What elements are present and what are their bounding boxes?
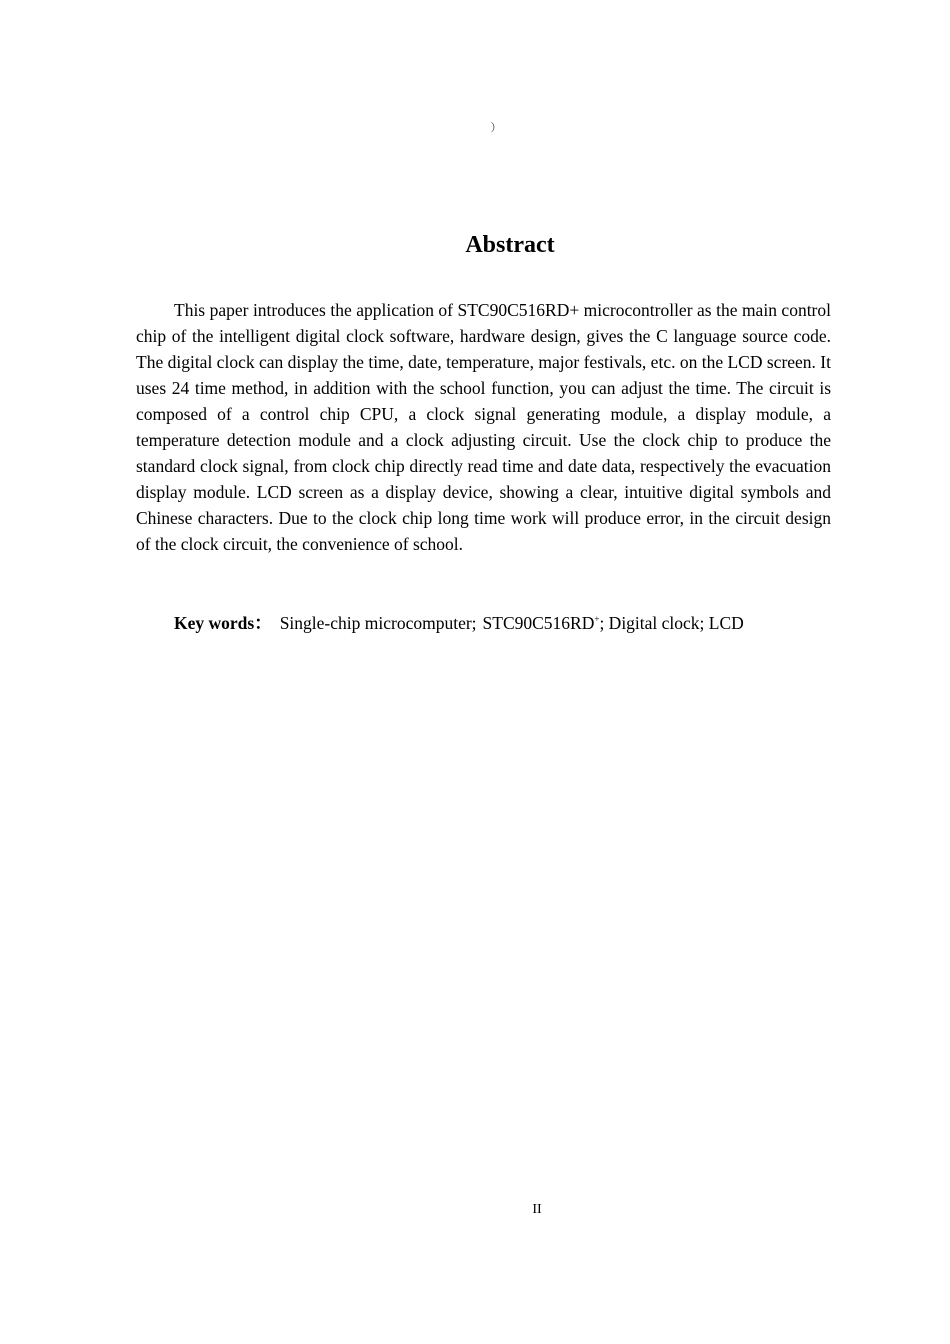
keywords-label: Key words [174,613,255,633]
abstract-title: Abstract [465,232,555,258]
keyword-rest: ; Digital clock; LCD [599,613,744,633]
keyword-term-2: STC90C516RD [482,613,595,633]
keywords-line [174,610,874,636]
page-number: II [532,1202,542,1217]
abstract-body: This paper introduces the application of STC90C516RD+ microcontroller as the main control chip of the intelligent digital clock software, hardware design, gives the C language source code. The digital clock can display the time, date, temperature, major festivals, etc. on the LCD screen. It uses 24 time method, in addition with the school function, you can adjust the time. The circuit is composed of a control chip CPU, a clock signal generating module, a display module, a temperature detection module and a clock adjusting circuit. Use the clock chip to produce the standard clock signal, from clock chip directly read time and date data, respectively the evacuation display module. LCD screen as a display device, showing a clear, intuitive digital symbols and Chinese characters. Due to the clock chip long time work will produce error, in the circuit design of the clock circuit, the convenience of school. [136,300,831,554]
keyword-term-2-superscript: + [594,614,600,625]
header-mark: ） [490,122,502,134]
keywords-separator: ： [254,613,272,633]
keyword-term-1: Single-chip microcomputer; [279,613,477,633]
